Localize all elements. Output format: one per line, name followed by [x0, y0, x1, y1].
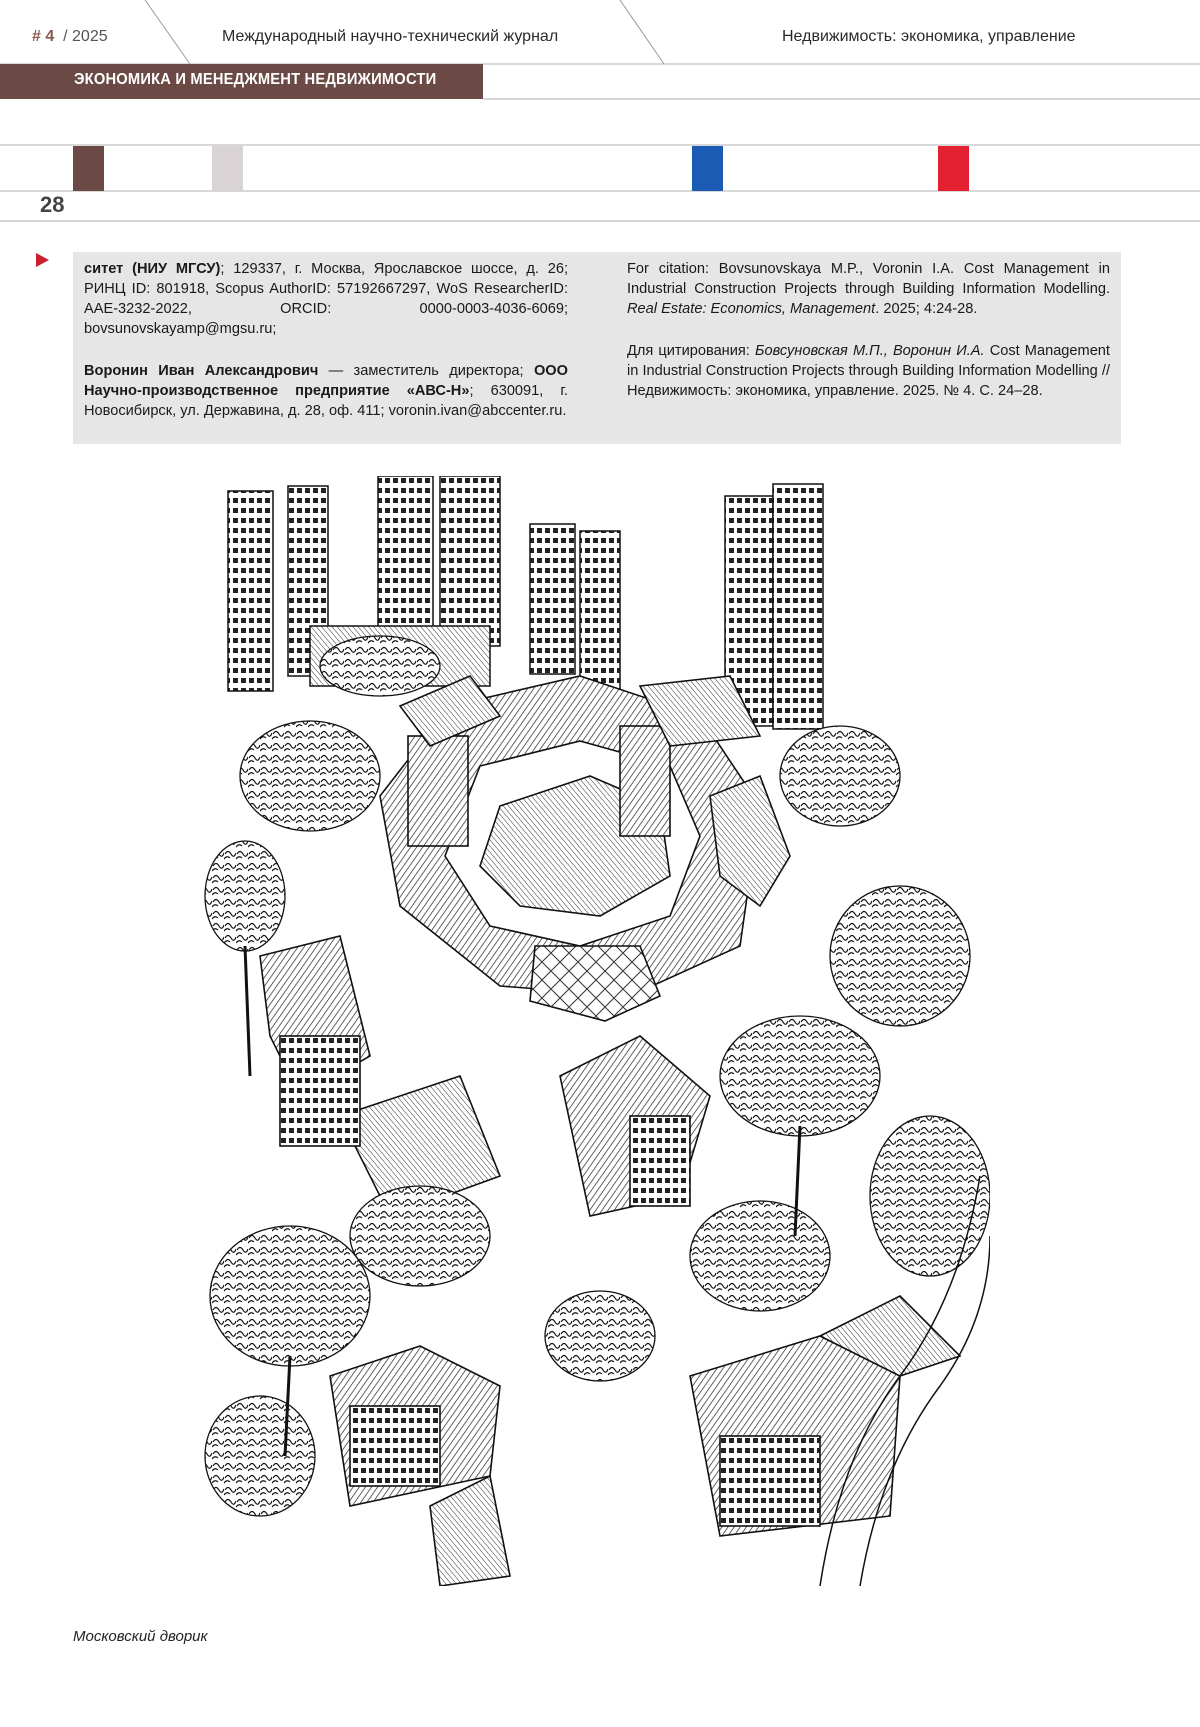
courtyard-drawing	[200, 476, 990, 1586]
red-swatch	[938, 146, 969, 191]
page-number: 28	[40, 192, 65, 217]
author-details	[84, 259, 568, 421]
figure-caption: Московский дворик	[73, 1628, 208, 1645]
light-swatch	[212, 146, 243, 191]
second-author-affiliation: Воронин Иван Александрович — заместитель директора; ООО Научно-производственное предприятие «АВС-Н»; 630091, г. Новосибирск, ул. Державина, д. 28, оф. 411; voronin.ivan@abccenter.ru.	[84, 363, 568, 419]
journal-name: Международный научно-технический журнал	[222, 28, 559, 45]
header-rules	[0, 0, 1200, 230]
citation-english: For citation: Bovsunovskaya M.P., Voronin I.A. Cost Management in Industrial Construction Projects through Building Information Modelling. Real Estate: Economics, Management. 2025; 4:24-28.	[627, 261, 1110, 317]
journal-title: Недвижимость: экономика, управление	[782, 28, 1076, 45]
blue-swatch	[692, 146, 723, 191]
citation-block	[627, 259, 1110, 401]
first-author-affiliation: ситет (НИУ МГСУ); 129337, г. Москва, Ярославское шоссе, д. 26; РИНЦ ID: 801918, Scopus AuthorID: 57192667297, WoS ResearcherID: AAE-3232-2022, ORCID: 0000-0003-4036-6069; bovsunovskayamp@mgsu.ru;	[84, 261, 568, 337]
citation-russian: Для цитирования: Бовсуновская М.П., Воронин И.А. Cost Management in Industrial Construction Projects through Building Information Modelling // Недвижимость: экономика, управление. 2025. № 4. С. 24–28.	[627, 343, 1110, 399]
issue-label: # 4 / 2025	[32, 28, 108, 45]
section-title: ЭКОНОМИКА И МЕНЕДЖМЕНТ НЕДВИЖИМОСТИ	[74, 71, 437, 88]
brown-swatch	[73, 146, 104, 191]
arrow-marker-icon	[36, 253, 49, 267]
